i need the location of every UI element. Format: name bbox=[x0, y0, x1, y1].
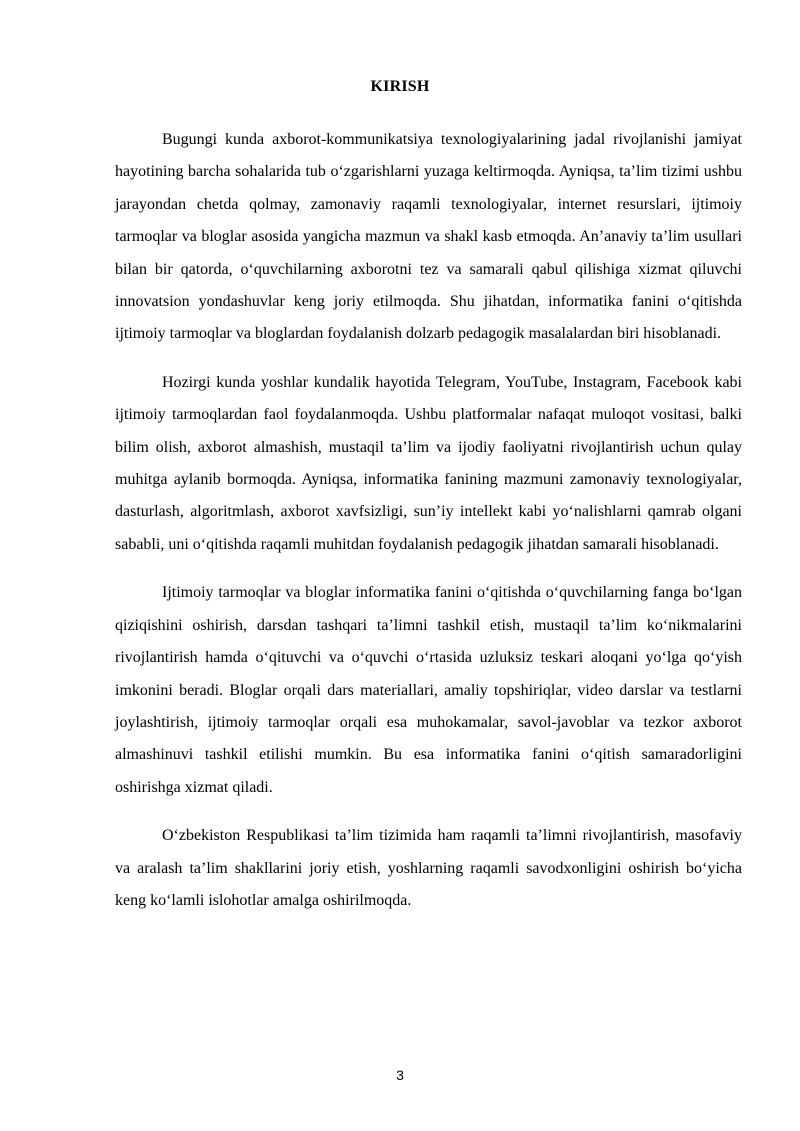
paragraph-2: Hozirgi kunda yoshlar kundalik hayotida Telegram, YouTube, Instagram, Facebook kabi ijtimoiy tarmoqlardan faol foydalanmoqda. Ushbu platformalar nafaqat muloqot vositasi, balki bilim olish, axborot almashish, mustaqil ta’lim va ijodiy faoliyatni rivojlantirish uchun qulay muhitga aylanib bormoqda. Ayniqsa, informatika fanining mazmuni zamonaviy texnologiyalar, dasturlash, algoritmlash, axborot xavfsizligi, sun’iy intellekt kabi yo‘nalishlarni qamrab olgani sababli, uni o‘qitishda raqamli muhitdan foydalanish pedagogik jihatdan samarali hisoblanadi. bbox=[115, 373, 742, 553]
section-title: KIRISH bbox=[370, 78, 430, 95]
page-number: 3 bbox=[396, 1067, 404, 1083]
paragraph-1: Bugungi kunda axborot-kommunikatsiya texnologiyalarining jadal rivojlanishi jamiyat hayotining barcha sohalarida tub o‘zgarishlarni yuzaga keltirmoqda. Ayniqsa, ta’lim tizimi ushbu jarayondan chetda qolmay, zamonaviy raqamli texnologiyalar, internet resurslari, ijtimoiy tarmoqlar va bloglar asosida yangicha mazmun va shakl kasb etmoqda. An’anaviy ta’lim usullari bilan bir qatorda, o‘quvchilarning axborotni tez va samarali qabul qilishiga xizmat qiluvchi innovatsion yondashuvlar keng joriy etilmoqda. Shu jihatdan, informatika fanini o‘qitishda ijtimoiy tarmoqlar va bloglardan foydalanish dolzarb pedagogik masalalardan biri hisoblanadi. bbox=[115, 131, 742, 343]
paragraph-3: Ijtimoiy tarmoqlar va bloglar informatika fanini o‘qitishda o‘quvchilarning fanga bo‘lgan qiziqishini oshirish, darsdan tashqari ta’limni tashkil etish, mustaqil ta’lim ko‘nikmalarini rivojlantirish hamda o‘qituvchi va o‘quvchi o‘rtasida uzluksiz teskari aloqani yo‘lga qo‘yish imkonini beradi. Bloglar orqali dars materiallari, amaliy topshiriqlar, video darslar va testlarni joylashtirish, ijtimoiy tarmoqlar orqali esa muhokamalar, savol-javoblar va tezkor axborot almashinuvi tashkil etilishi mumkin. Bu esa informatika fanini o‘qitish samaradorligini oshirishga xizmat qiladi. bbox=[115, 584, 742, 796]
paragraph-4: O‘zbekiston Respublikasi ta’lim tizimida ham raqamli ta’limni rivojlantirish, masofaviy va aralash ta’lim shakllarini joriy etish, yoshlarning raqamli savodxonligini oshirish bo‘yicha keng ko‘lamli islohotlar amalga oshirilmoqda. bbox=[115, 827, 742, 909]
body-text bbox=[115, 124, 742, 933]
